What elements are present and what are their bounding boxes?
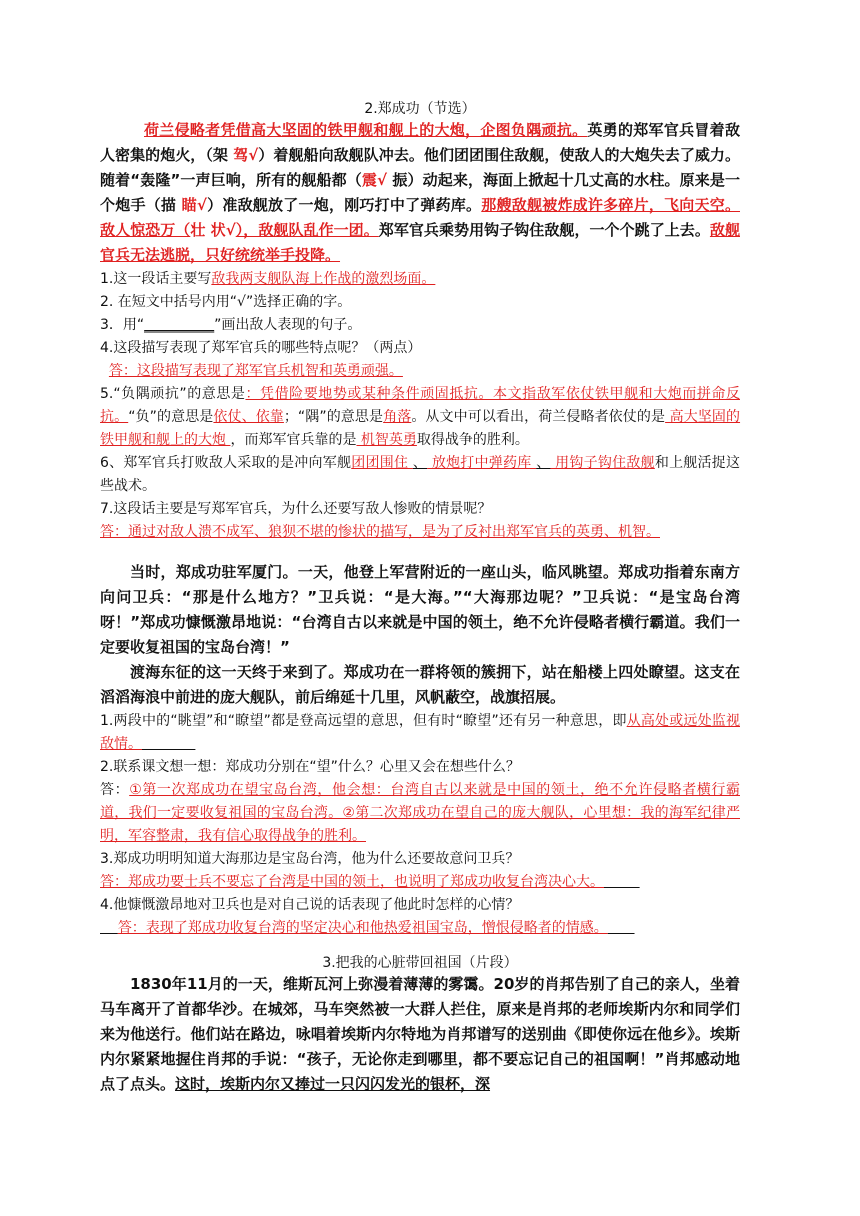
document-page	[100, 100, 740, 1097]
passage-segment: ）准敌舰放了一炮，刚巧打中了弹药库。	[206, 196, 482, 214]
passage-segment: 荷兰侵略者凭借高大坚固的铁甲舰和舰上的大炮，企图负隅顽抗。	[144, 121, 588, 139]
passage-segment: 震√	[361, 171, 387, 189]
passage-segment: ）着舰船向敌舰队冲去。他们团团围住敌舰，使敌人的大炮失去了威力。随着“轰隆”一声巨响，所有的舰船都（	[100, 146, 740, 189]
passage-paragraph: 渡海东征的这一天终于来到了。郑成功在一群将领的簇拥下，站在船楼上四处瞭望。这支在滔滔海浪中前进的庞大舰队，前后绵延十几里，风帆蔽空，战旗招展。	[100, 663, 740, 706]
passage-segment: 瞄√	[181, 196, 207, 214]
blank-line	[142, 736, 195, 752]
answer-text: ①第一次郑成功在望宝岛台湾，他会想：台湾自古以来就是中国的领土，绝不允许侵略者横行霸道，我们一定要收复祖国的宝岛台湾。②第二次郑成功在望自己的庞大舰队，心里想：我的海军纪律严明，军容整肃，我有信心取得战争的胜利。	[100, 782, 740, 844]
passage-segment: 驾√	[233, 146, 259, 164]
question-label: ”画出敌人表现的句子。	[214, 317, 362, 333]
separator: 、	[412, 455, 428, 471]
passage-segment: 这时，埃斯内尔又捧过一只闪闪发光的银杯，深	[175, 1075, 491, 1093]
passage-segment: 壮 状√	[190, 221, 236, 239]
question-label: ；“隅”的意思是	[283, 409, 384, 425]
section-title: 2.郑成功（节选）	[364, 101, 476, 117]
answer-text: 从高处或远处监视敌情。	[100, 713, 740, 752]
question-7: 7.这段话主要是写郑军官兵，为什么还要写敌人惨败的情景呢？	[100, 501, 492, 517]
answer-text: 用钩子钩住敌舰	[550, 455, 655, 471]
answer-3	[100, 871, 740, 894]
answer-4	[100, 360, 740, 383]
question-2: 2. 在短文中括号内用“√”选择正确的字。	[100, 294, 352, 310]
answer-text: 答：表现了郑成功收复台湾的坚定决心和他热爱祖国宝岛，憎恨侵略者的情感。	[117, 920, 608, 936]
question-label: 5.“负隅顽抗”的意思是	[100, 386, 246, 402]
question-label: 3．用“	[100, 317, 145, 333]
question-label: ，而郑军官兵靠的是	[230, 432, 357, 448]
answer-prefix: 答：	[100, 782, 130, 798]
answer-text: 放炮打中弹药库	[427, 455, 537, 471]
question-label: “负”的意思是	[128, 409, 214, 425]
answer-4	[100, 917, 740, 940]
answer-7: 答：通过对敌人溃不成军、狼狈不堪的惨状的描写，是为了反衬出郑军官兵的英勇、机智。	[100, 524, 660, 540]
passage-segment: 郑军官兵乘势用钩子钩住敌舰，一个个跳了上去。	[378, 221, 710, 239]
blank-line	[100, 920, 118, 936]
passage-segment: 英勇的郑军官兵冒着敌人密集的炮火，（架	[100, 121, 740, 164]
blank-line	[604, 874, 640, 890]
blank-line	[608, 920, 635, 936]
question-label: 1.两段中的“眺望”和“瞭望”都是登高远望的意思，但有时“瞭望”还有另一种意思，即	[100, 713, 627, 729]
question-label: 和上舰活捉这些战术。	[100, 455, 741, 494]
question-3: 3.郑成功明明知道大海那边是宝岛台湾，他为什么还要故意问卫兵？	[100, 851, 520, 867]
passage-segment: 振）动起来，海面上掀起十几丈高的水柱。原来是一个炮手（描	[100, 171, 740, 214]
answer-text: 依仗、依靠	[213, 409, 284, 425]
passage-paragraph	[100, 972, 740, 1097]
question-1	[100, 710, 740, 756]
passage-segment: 敌舰官兵无法逃脱，只好统统举手投降。	[100, 221, 740, 264]
passage-paragraph: 当时，郑成功驻军厦门。一天，他登上军营附近的一座山头，临风眺望。郑成功指着东南方向问卫兵：“那是什么地方？”卫兵说：“是大海。”“大海那边呢？”卫兵说：“是宝岛台湾呀！”郑成功慷慨激昂地说：“台湾自古以来就是中国的领土，绝不允许侵略者横行霸道。我们一定要收复祖国的宝岛台湾！”	[100, 563, 740, 656]
question-label: 6、郑军官兵打败敌人采取的是冲向军舰	[100, 455, 352, 471]
blank-line: __________	[144, 317, 215, 333]
answer-text: 答：郑成功要士兵不要忘了台湾是中国的领土，也说明了郑成功收复台湾决心大。	[100, 874, 604, 890]
question-4: 4.他慷慨激昂地对卫兵也是对自己说的话表现了他此时怎样的心情？	[100, 897, 520, 913]
passage-segment: 1830年11月的一天，维斯瓦河上弥漫着薄薄的雾霭。20岁的肖邦告别了自己的亲人，坐着马车离开了首都华沙。在城郊，马车突然被一大群人拦住，原来是肖邦的老师埃斯内尔和同学们来为他送行。他们站在路边，咏唱着埃斯内尔特地为肖邦谱写的送别曲《即使你远在他乡》。埃斯内尔紧紧地握住肖邦的手说：“孩子，无论你走到哪里，都不要忘记自己的祖国啊！”肖邦感动地点了点头。	[100, 975, 740, 1093]
spacer	[100, 940, 740, 954]
question-5	[100, 383, 740, 452]
answer-text: 高大坚固的铁甲舰和舰上的大炮	[100, 409, 741, 448]
passage-paragraph	[100, 118, 740, 268]
answer-text: 团团围住	[351, 455, 413, 471]
passage-segment: 那艘敌舰被炸成许多碎片，飞向天空。敌人惊恐万（	[100, 196, 740, 239]
answer-2	[100, 779, 740, 848]
question-1	[100, 268, 740, 291]
question-label: 取得战争的胜利。	[416, 432, 529, 448]
separator: 、	[536, 455, 551, 471]
passage-segment: ），敌舰队乱作一团。	[235, 221, 379, 239]
question-3	[100, 314, 740, 337]
question-label: 1.这一段话主要写	[100, 271, 212, 287]
spacer	[100, 544, 740, 560]
answer-text: 机智英勇	[356, 432, 417, 448]
answer-text: 角落	[383, 409, 412, 425]
question-2: 2.联系课文想一想：郑成功分别在“望”什么？心里又会在想些什么？	[100, 759, 520, 775]
answer-text: 敌我两支舰队海上作战的激烈场面。	[211, 271, 436, 287]
answer-text: ：凭借险要地势或某种条件顽固抵抗。本文指敌军依仗铁甲舰和大炮而拼命反抗。	[100, 386, 740, 425]
answer-text: 答：这段描写表现了郑军官兵机智和英勇顽强。	[108, 363, 403, 379]
section-title: 3.把我的心脏带回祖国（片段）	[322, 955, 518, 971]
question-label: 。从文中可以看出，荷兰侵略者依仗的是	[411, 409, 666, 425]
question-6	[100, 452, 740, 498]
question-4: 4.这段描写表现了郑军官兵的哪些特点呢？（两点）	[100, 340, 422, 356]
